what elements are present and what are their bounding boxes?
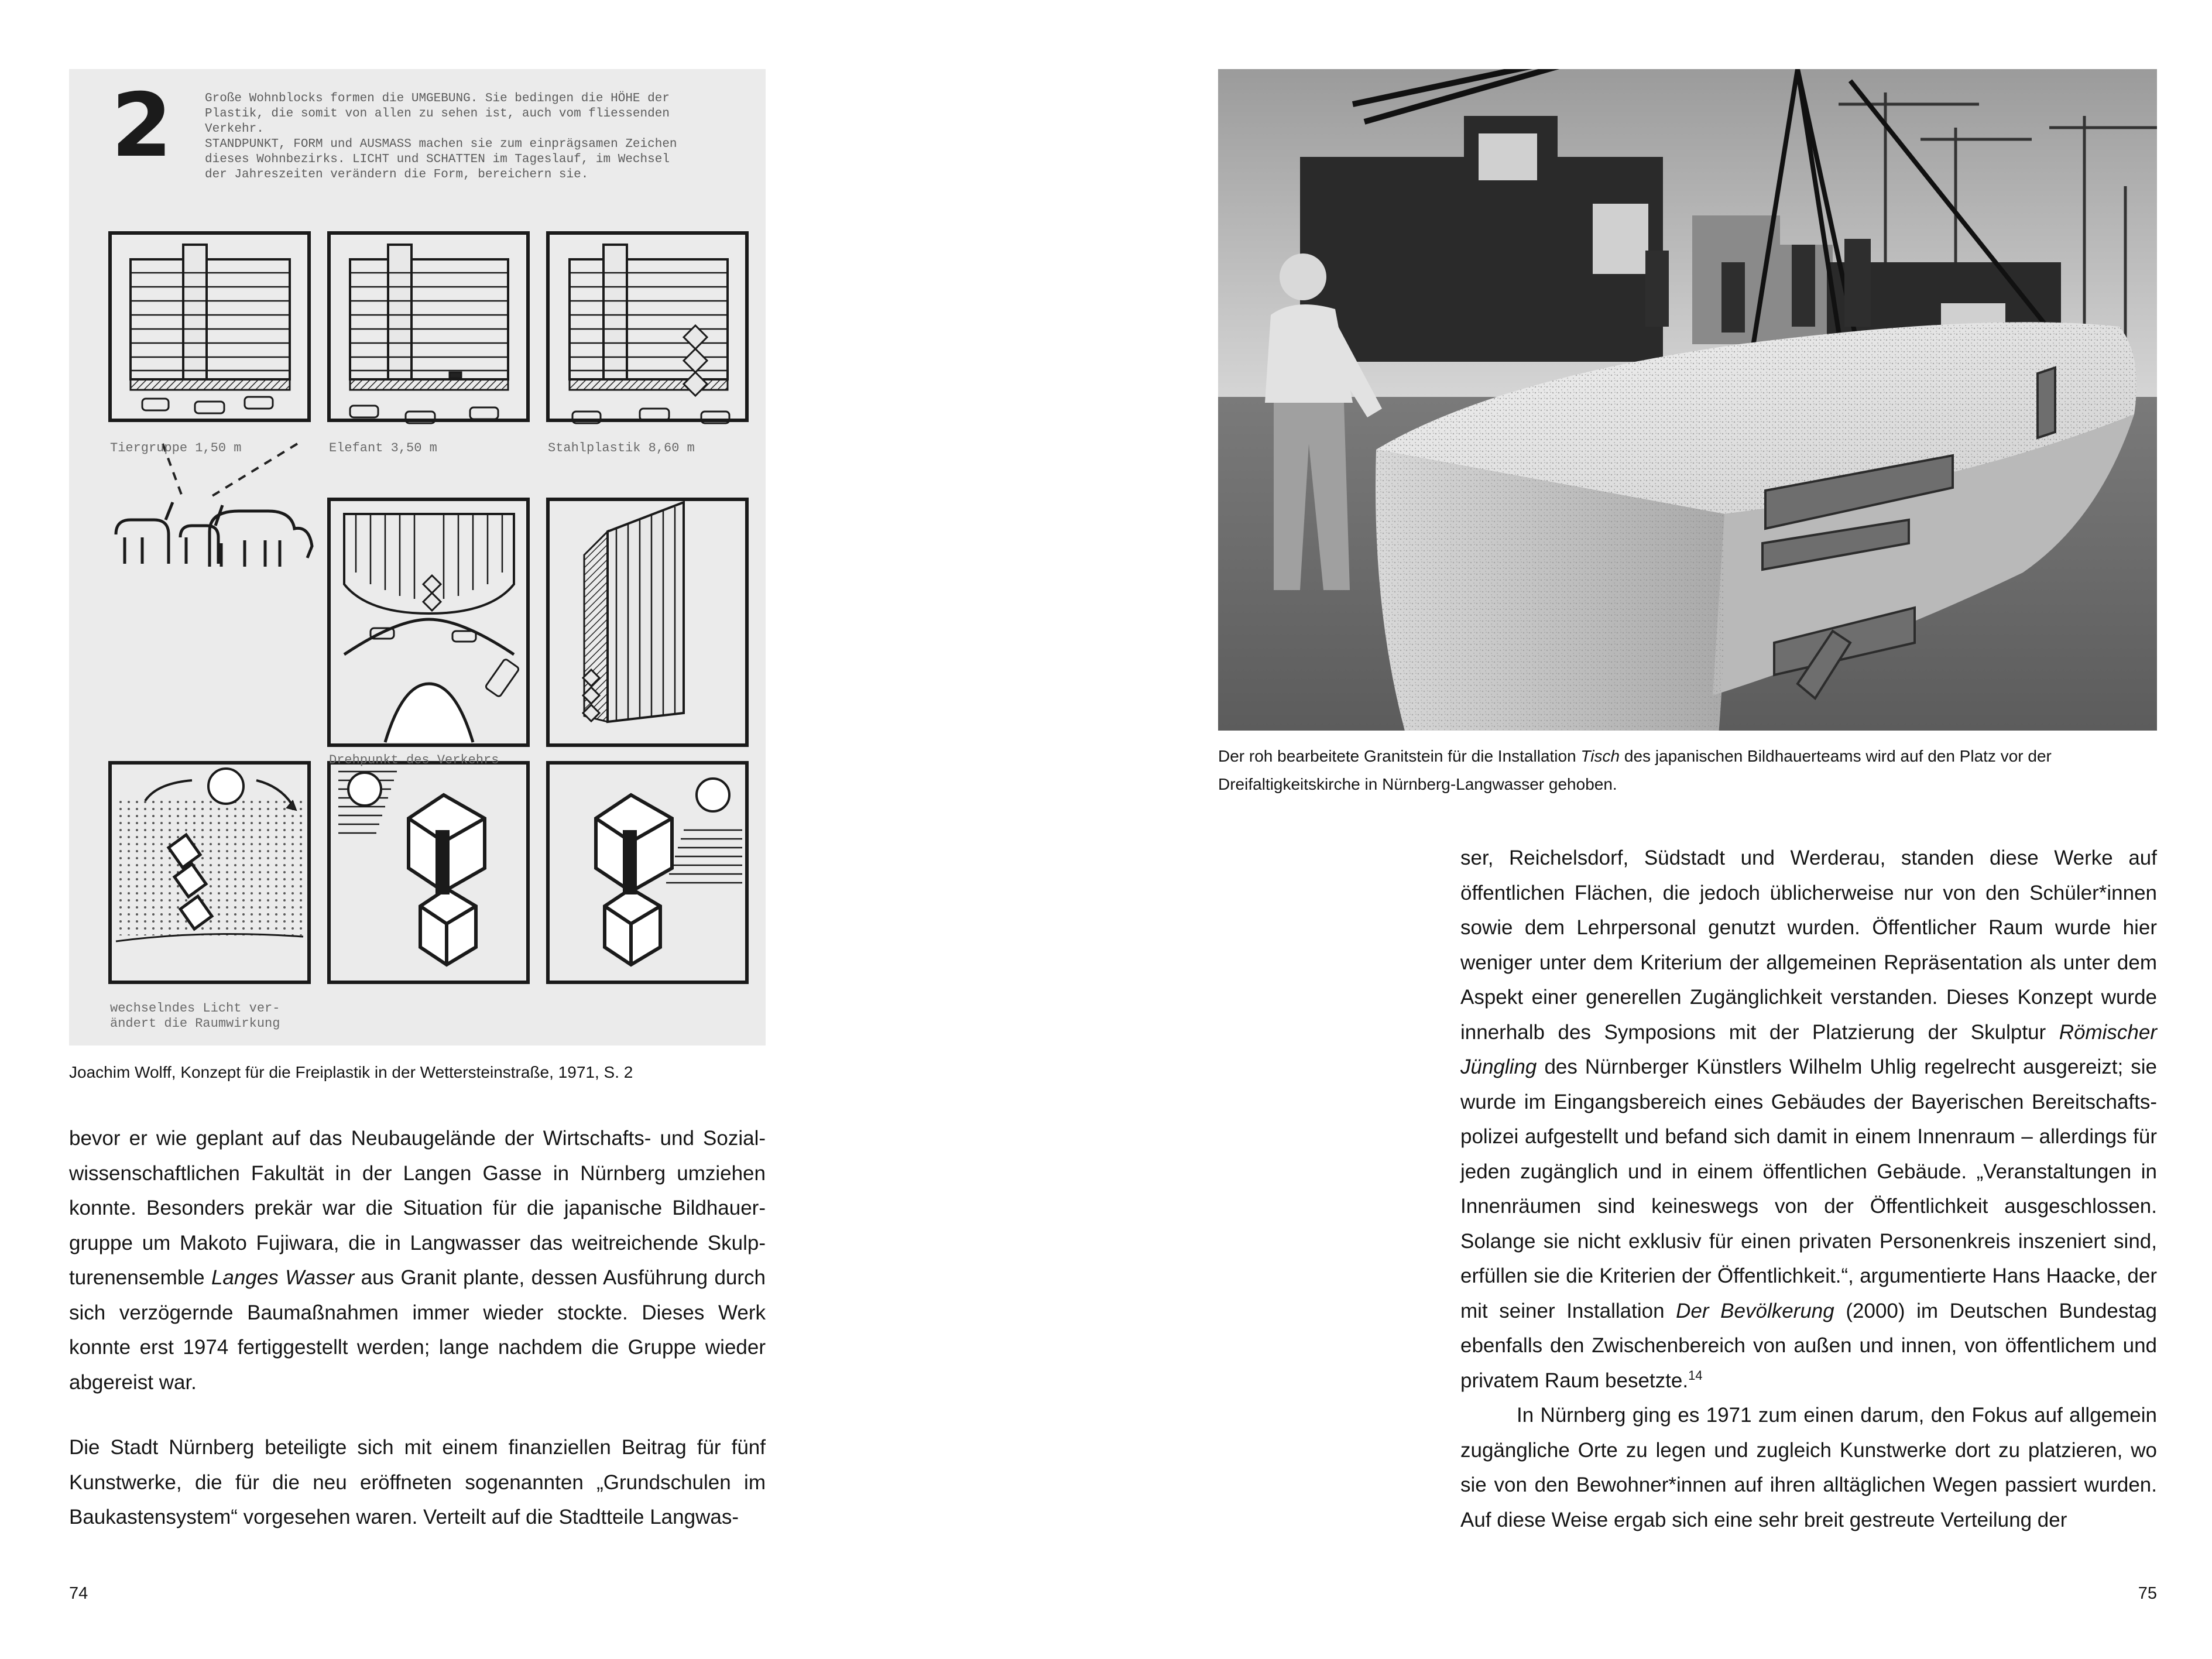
label-elefant: Elefant 3,50 m [329,441,437,455]
sheet-number: 2 [111,75,173,177]
sketch-row-light [110,763,747,982]
photo-drawing [1218,69,2157,731]
right-page [1106,0,2212,1659]
label-drehpunkt: Drehpunkt des Verkehrs [329,753,499,767]
sheet-intro-text: Große Wohnblocks formen die UMGEBUNG. Sie bedingen die HÖHE der Plastik, die somit von allen zu sehen ist, auch vom fliessenden Verkehr. STANDPUNKT, FORM und AUSMASS machen sie zum einprägsamen Zeichen dieses Wohnbezirks. LICHT und SCHATTEN im Tageslauf, im Wechsel der Jahreszeiten verändern die Form, bereichern sie. [205,92,677,181]
sketch-row-traffic [329,499,747,745]
paragraph: Die Stadt Nürnberg beteiligte sich mit einem finanziellen Beitrag für fünf Kunstwerke, die für die neu eröffneten sogenannten „Grundschulen im Baukastensystem“ vorgesehen waren. Verteilt auf die Stadtteile Langwas- [69,1436,766,1528]
paragraph: In Nürnberg ging es 1971 zum einen darum, den Fokus auf allgemein zugängliche Orte zu legen und zugleich Kunstwerke dort zu platzieren, wo sie von den Bewohner*innen auf ihren alltäglichen Wegen passiert wurden. Auf diese Weise ergab sich eine sehr breit gestreute Verteilung der [1460,1404,2157,1531]
body-text-right [1460,841,2157,1537]
paragraph: bevor er wie geplant auf das Neubaugelände der Wirtschafts- und Sozialwissenschaftlichen Fakultät in der Langen Gasse in Nürnberg umziehen konnte. Besonders prekär war die Situation für die japanische Bildhauergruppe um Makoto Fujiwara, die in Langwasser das weitreichende Skulpturenensemble Langes Wasser aus Granit plante, dessen Ausführung durch sich verzögernde Baumaßnahmen immer wieder stockte. Dieses Werk konnte erst 1974 fertiggestellt werden; lange nachdem die Gruppe wieder abgereist war. [69,1127,766,1394]
body-text-left [69,1121,766,1535]
sketch-row-buildings [110,233,747,423]
concept-sketch-scan [69,69,766,1046]
label-licht: wechselndes Licht ver- ändert die Raumwirkung [110,1001,280,1031]
footnote-reference: 14 [1688,1367,1703,1383]
figure-caption-right: Der roh bearbeitete Granitstein für die Installation Tisch des japanischen Bildhauerteams wird auf den Platz vor der Dreifaltigkeitskirche in Nürnberg-Langwasser gehoben. [1218,747,2052,793]
granite-stone-photo [1218,69,2157,731]
page-number-right: 75 [2138,1584,2157,1603]
animal-figures [116,502,312,567]
figure-caption-left: Joachim Wolff, Konzept für die Freiplastik in der Wettersteinstraße, 1971, S. 2 [69,1063,633,1081]
page-number-left: 74 [69,1584,88,1603]
label-stahlplastik: Stahlplastik 8,60 m [548,441,695,455]
label-tiergruppe: Tiergruppe 1,50 m [110,441,242,455]
concept-sketch-drawing [69,69,766,1046]
paragraph: ser, Reichelsdorf, Südstadt und Werderau, standen diese Werke auf öffentlichen Flächen, die jedoch üblicherweise nur von den Schüler*innen sowie dem Lehrpersonal genutzt wurden. Öffentlicher Raum wurde hier weniger unter dem Kriterium der allgemeinen Repräsentation als unter dem Aspekt einer generellen Zugänglichkeit verstanden. Dieses Konzept wurde innerhalb des Symposions mit der Platzierung der Skulptur Römischer Jüngling des Nürnberger Künstlers Wilhelm Uhlig regelrecht ausgereizt; sie wurde im Eingangsbereich eines Gebäudes der Bayerischen Bereitschaftspolizei aufgestellt und befand sich damit in einem Innenraum – allerdings für jeden zugänglich und in einem öffentlichen Gebäude. „Veranstaltungen in Innenräumen sind keineswegs von der Öffentlichkeit ausgeschlossen. Solange sie nicht exklusiv für einen privaten Personenkreis inszeniert sind, erfüllen sie die Kriterien der Öffentlichkeit.“, argumentierte Hans Haacke, der mit seiner Installation Der Bevölkerung (2000) im Deutschen Bundestag ebenfalls den Zwischenbereich von außen und innen, von öffentlichem und privatem Raum besetzte.$^{14}$ [1460,846,2157,1392]
